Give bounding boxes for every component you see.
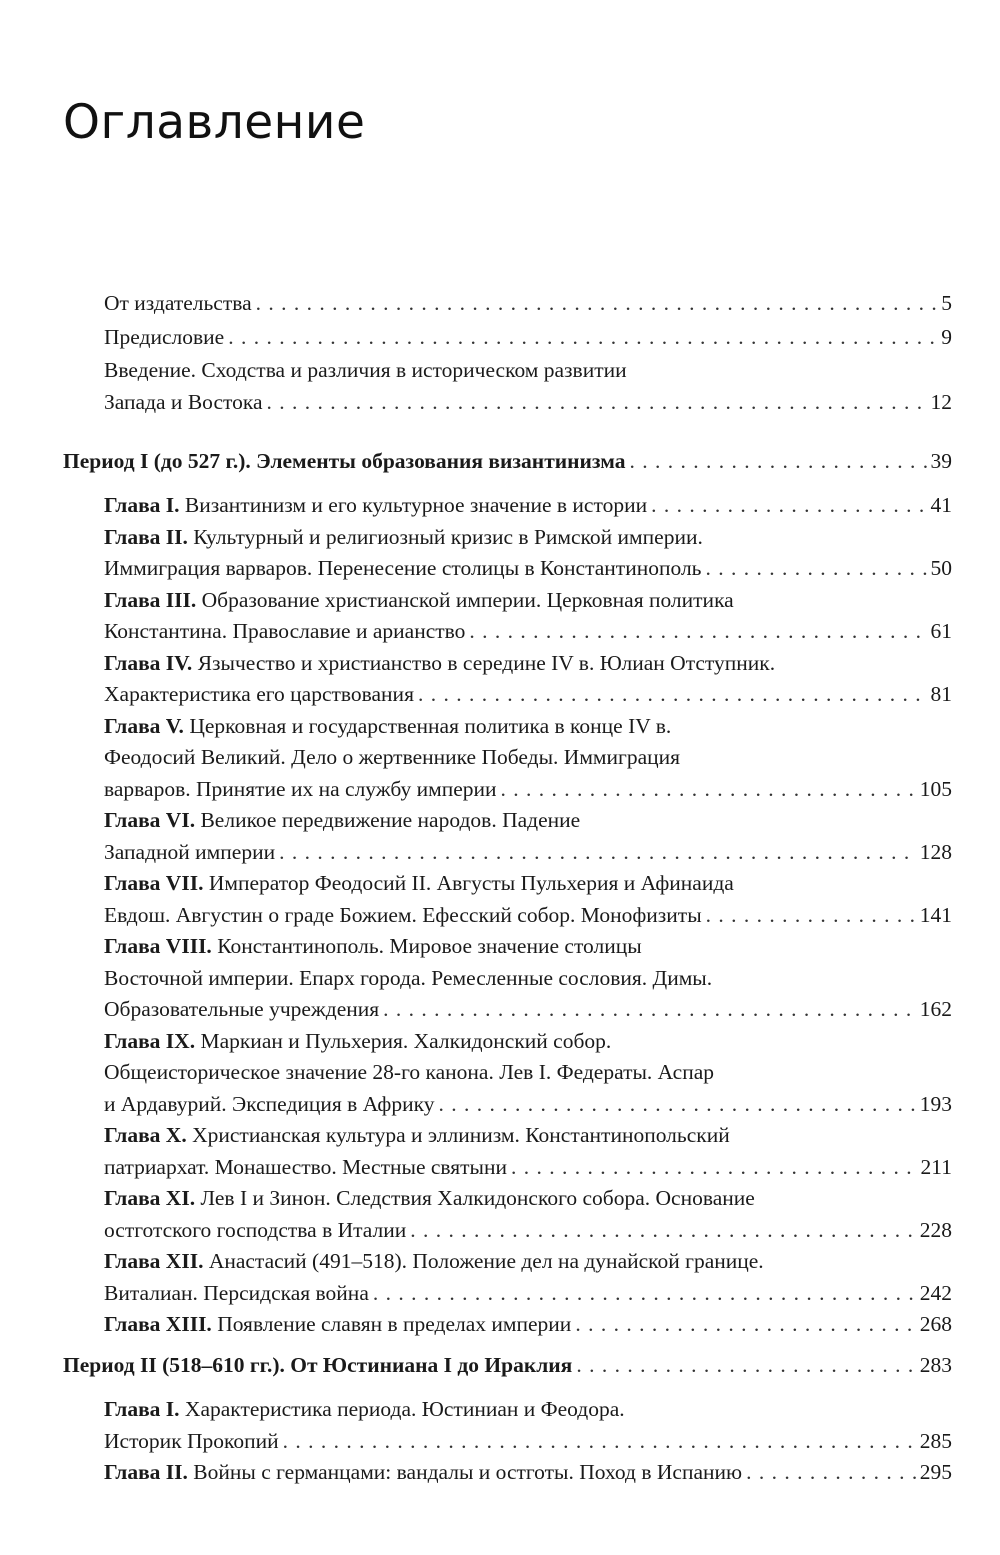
page-number: 285 xyxy=(919,1428,952,1453)
front-entry[interactable] xyxy=(104,322,952,354)
entry-text: Христианская культура и эллинизм. Константинопольский xyxy=(186,1123,730,1147)
period-heading[interactable] xyxy=(63,1350,952,1382)
entry-text: Запада и Востока xyxy=(104,389,263,414)
front-entry[interactable] xyxy=(104,355,952,418)
chapter-entry[interactable] xyxy=(104,522,952,585)
chapter-label: Глава III. xyxy=(104,587,197,612)
entry-text: Характеристика его царствования xyxy=(104,682,414,706)
chapter-label: Глава XI. xyxy=(104,1186,196,1210)
entry-text: Общеисторическое значение 28-го канона. Лев I. Федераты. Аспар xyxy=(104,1060,714,1084)
entry-text: Константина. Православие и арианство xyxy=(104,619,466,643)
entry-text: Восточной империи. Епарх города. Ремесленные сословия. Димы. xyxy=(104,965,713,990)
entry-text: Лев I и Зинон. Следствия Халкидонского собора. Основание xyxy=(195,1186,755,1210)
entry-text: варваров. Принятие их на службу империи xyxy=(104,776,497,801)
chapter-label: Глава V. xyxy=(104,713,184,738)
page-number: 9 xyxy=(941,324,952,349)
chapter-label: Глава IV. xyxy=(104,650,193,675)
chapter-label: Глава I. xyxy=(104,1397,180,1421)
entry-text: Войны с германцами: вандалы и остготы. Поход в Испанию xyxy=(187,1460,743,1484)
page-number: 295 xyxy=(919,1460,952,1484)
entry-text: Анастасий (491–518). Положение дел на дунайской границе. xyxy=(203,1249,764,1273)
chapter-entry[interactable] xyxy=(104,1246,952,1309)
leader-dots xyxy=(705,553,926,585)
leader-dots xyxy=(267,387,927,419)
entry-text: Иммиграция варваров. Перенесение столицы в Константинополь xyxy=(104,556,702,580)
entry-text: Константинополь. Мировое значение столицы xyxy=(211,934,642,958)
chapter-entry[interactable] xyxy=(104,1457,952,1489)
chapter-label: Глава XIII. xyxy=(104,1312,212,1336)
entry-text: Евдош. Августин о граде Божием. Ефесский собор. Монофизиты xyxy=(104,902,702,927)
entry-text: Церковная и государственная политика в конце IV в. xyxy=(183,713,672,738)
chapter-label: Глава II. xyxy=(104,524,188,549)
page-number: 61 xyxy=(930,619,952,643)
page-number: 41 xyxy=(930,493,952,517)
leader-dots xyxy=(706,900,916,932)
period-title: Период I (до 527 г.). Элементы образования византинизма xyxy=(63,449,626,473)
entry-text: Предисловие xyxy=(104,324,225,349)
entry-text: Введение. Сходства и различия в историческом развитии xyxy=(104,358,627,382)
leader-dots xyxy=(438,1089,915,1121)
leader-dots xyxy=(256,288,938,320)
entry-text: и Ардавурий. Экспедиция в Африку xyxy=(104,1091,435,1116)
chapter-entry[interactable] xyxy=(104,490,952,522)
leader-dots xyxy=(575,1309,915,1341)
page-number: 193 xyxy=(919,1091,952,1116)
leader-dots xyxy=(383,994,916,1026)
chapter-label: Глава VII. xyxy=(104,871,204,895)
entry-text: Виталиан. Персидская война xyxy=(104,1280,369,1305)
page-number: 141 xyxy=(919,902,952,927)
entry-text: Появление славян в пределах империи xyxy=(211,1312,572,1336)
leader-dots xyxy=(228,322,937,354)
chapter-entry[interactable] xyxy=(104,711,952,806)
leader-dots xyxy=(511,1152,917,1184)
chapter-label: Глава IX. xyxy=(104,1028,196,1053)
entry-text: патриархат. Монашество. Местные святыни xyxy=(104,1154,508,1179)
page-number: 211 xyxy=(920,1154,952,1179)
chapter-entry[interactable] xyxy=(104,585,952,648)
chapter-entry[interactable] xyxy=(104,1120,952,1183)
leader-dots xyxy=(410,1215,915,1247)
leader-dots xyxy=(746,1457,916,1489)
chapter-label: Глава VIII. xyxy=(104,934,212,958)
chapter-entry[interactable] xyxy=(104,868,952,931)
page-number: 268 xyxy=(919,1312,952,1336)
chapter-entry[interactable] xyxy=(104,1183,952,1246)
chapter-entry[interactable] xyxy=(104,805,952,868)
leader-dots xyxy=(279,837,916,869)
leader-dots xyxy=(283,1426,916,1458)
leader-dots xyxy=(651,490,926,522)
entry-text: Император Феодосий II. Августы Пульхерия и Афинаида xyxy=(203,871,734,895)
chapter-label: Глава I. xyxy=(104,493,180,517)
entry-text: Культурный и религиозный кризис в Римской империи. xyxy=(187,524,703,549)
page-number: 12 xyxy=(930,389,952,414)
entry-text: Образование христианской империи. Церковная политика xyxy=(196,587,734,612)
chapter-label: Глава II. xyxy=(104,1460,188,1484)
page-number: 105 xyxy=(919,776,952,801)
chapter-entry[interactable] xyxy=(104,1309,952,1341)
page-number: 162 xyxy=(919,997,952,1021)
chapter-entry[interactable] xyxy=(104,648,952,711)
entry-text: Язычество и христианство в середине IV в. Юлиан Отступник. xyxy=(192,650,776,675)
page-number: 128 xyxy=(919,839,952,864)
page-number: 5 xyxy=(941,291,952,315)
entry-text: Феодосий Великий. Дело о жертвеннике Победы. Иммиграция xyxy=(104,745,681,769)
entry-text: Маркиан и Пульхерия. Халкидонский собор. xyxy=(195,1028,612,1053)
page-number: 39 xyxy=(930,449,952,473)
chapter-label: Глава VI. xyxy=(104,808,196,832)
page-number: 50 xyxy=(930,556,952,580)
entry-text: Образовательные учреждения xyxy=(104,997,380,1021)
page-number: 242 xyxy=(919,1280,952,1305)
leader-dots xyxy=(469,616,926,648)
leader-dots xyxy=(418,679,927,711)
entry-text: Византинизм и его культурное значение в истории xyxy=(179,493,648,517)
leader-dots xyxy=(630,446,927,478)
page-number: 228 xyxy=(919,1217,952,1242)
period-title: Период II (518–610 гг.). От Юстиниана I до Ираклия xyxy=(63,1353,573,1377)
entry-text: Великое передвижение народов. Падение xyxy=(195,808,581,832)
leader-dots xyxy=(373,1278,916,1310)
entry-text: Западной империи xyxy=(104,839,276,864)
entry-text: Характеристика периода. Юстиниан и Феодора. xyxy=(179,1397,625,1421)
period-heading[interactable] xyxy=(63,446,952,478)
page-number: 81 xyxy=(930,682,952,706)
leader-dots xyxy=(501,774,916,806)
leader-dots xyxy=(576,1350,915,1382)
entry-text: Историк Прокопий xyxy=(104,1428,279,1453)
entry-text: остготского господства в Италии xyxy=(104,1217,407,1242)
entry-text: От издательства xyxy=(104,291,252,315)
chapter-label: Глава XII. xyxy=(104,1249,204,1273)
page-number: 283 xyxy=(919,1353,952,1377)
chapter-label: Глава X. xyxy=(104,1123,187,1147)
chapter-entry[interactable] xyxy=(104,1394,952,1457)
front-entry[interactable] xyxy=(104,288,952,320)
page-title: Оглавление xyxy=(63,95,366,150)
chapter-entry[interactable] xyxy=(104,1026,952,1121)
chapter-entry[interactable] xyxy=(104,931,952,1026)
